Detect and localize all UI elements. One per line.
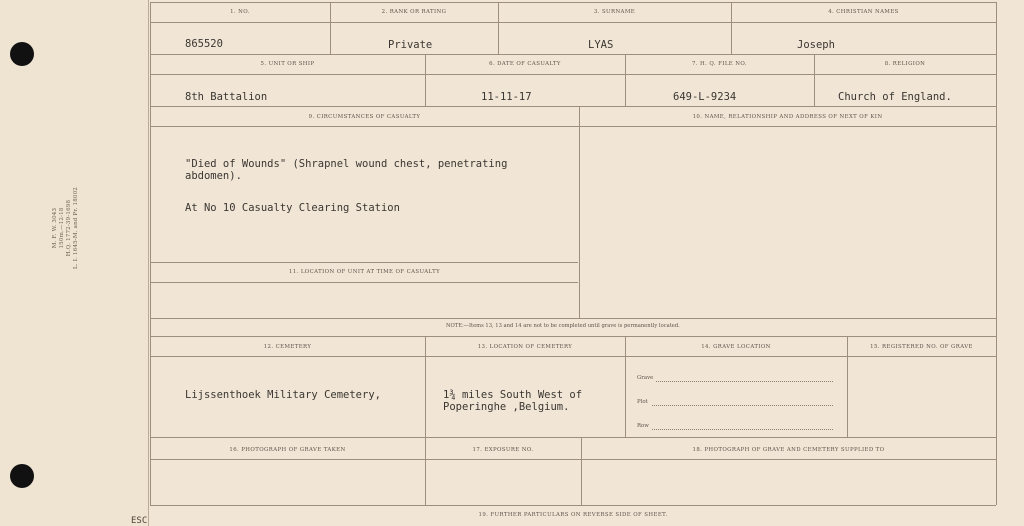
header-grave-location: 14. GRAVE LOCATION	[701, 344, 771, 350]
rule	[150, 505, 996, 506]
rule	[150, 437, 996, 438]
circumstances-text: "Died of Wounds" (Shrapnel wound chest, penetrating abdomen).	[185, 158, 508, 182]
rule	[579, 106, 580, 318]
service-number: 865520	[185, 38, 223, 50]
plot-line	[652, 405, 833, 406]
footer-further-particulars: 19. FURTHER PARTICULARS ON REVERSE SIDE OF SHEET.	[478, 512, 668, 518]
surname-value: LYAS	[588, 39, 614, 51]
header-exposure-no: 17. EXPOSURE NO.	[472, 447, 534, 453]
hq-file-value: 649-L-9234	[673, 91, 737, 103]
header-cemetery: 12. CEMETERY	[263, 344, 312, 350]
row-line	[652, 429, 833, 430]
rule	[150, 22, 996, 23]
punch-hole-bottom	[10, 464, 34, 488]
header-registered-no: 15. REGISTERED NO. OF GRAVE	[870, 344, 973, 350]
header-christian-names: 4. CHRISTIAN NAMES	[828, 9, 899, 15]
row-label: Row	[637, 423, 649, 429]
header-hq-file: 7. H. Q. FILE NO.	[692, 61, 747, 67]
cemetery-value: Lijssenthoek Military Cemetery,	[185, 389, 381, 401]
header-circumstances: 9. CIRCUMSTANCES OF CASUALTY	[308, 114, 421, 120]
rule	[150, 2, 996, 3]
rule	[150, 336, 996, 337]
plot-label: Plot	[637, 399, 648, 405]
grave-line	[656, 381, 833, 382]
location-of-cemetery-value: 1¾ miles South West of Poperinghe ,Belgium.	[443, 389, 583, 413]
rule	[150, 74, 996, 75]
rank-value: Private	[388, 39, 433, 51]
header-location-of-unit: 11. LOCATION OF UNIT AT TIME OF CASUALTY	[288, 269, 441, 275]
punch-hole-top	[10, 42, 34, 66]
rule	[150, 282, 578, 283]
form-note: NOTE:—Items 13, 13 and 14 are not to be completed until grave is permanently located.	[446, 323, 680, 329]
rule	[425, 336, 426, 505]
header-date: 6. DATE OF CASUALTY	[489, 61, 561, 67]
header-religion: 8. RELIGION	[884, 61, 926, 67]
rule	[150, 459, 996, 460]
circumstances-location: At No 10 Casualty Clearing Station	[185, 202, 400, 214]
header-rank: 2. RANK OR RATING	[381, 9, 447, 15]
rule	[150, 126, 996, 127]
rule	[625, 336, 626, 437]
rule	[996, 2, 997, 505]
header-photograph-supplied: 18. PHOTOGRAPH OF GRAVE AND CEMETERY SUPPLIED TO	[692, 447, 885, 453]
stub-code: ESC	[131, 516, 148, 526]
rule	[150, 262, 578, 263]
header-unit: 5. UNIT OR SHIP	[260, 61, 315, 67]
religion-value: Church of England.	[838, 91, 952, 103]
imprint-line: M. F. W. 3043	[52, 207, 58, 249]
rule	[150, 54, 996, 55]
grave-label: Grave	[637, 375, 654, 381]
binding-stub	[0, 0, 149, 526]
imprint-line: L. I. 1645-M. and Pr. 18002	[73, 187, 79, 270]
printer-imprint	[52, 158, 80, 298]
header-surname: 3. SURNAME	[593, 9, 636, 15]
unit-value: 8th Battalion	[185, 91, 268, 103]
rule	[150, 318, 996, 319]
header-location-of-cemetery: 13. LOCATION OF CEMETERY	[477, 344, 573, 350]
imprint-line: 150m.—12-18	[59, 207, 65, 249]
christian-names-value: Joseph	[797, 39, 835, 51]
header-no: 1. NO.	[230, 9, 250, 15]
date-value: 11-11-17	[481, 91, 532, 103]
header-next-of-kin: 10. NAME, RELATIONSHIP AND ADDRESS OF NEXT OF KIN	[692, 114, 883, 120]
rule	[150, 356, 996, 357]
imprint-line: H.Q. 1772-39-1698	[66, 199, 72, 257]
rule	[150, 106, 996, 107]
rule	[150, 2, 151, 505]
rule	[847, 336, 848, 437]
header-photograph-taken: 16. PHOTOGRAPH OF GRAVE TAKEN	[229, 447, 346, 453]
